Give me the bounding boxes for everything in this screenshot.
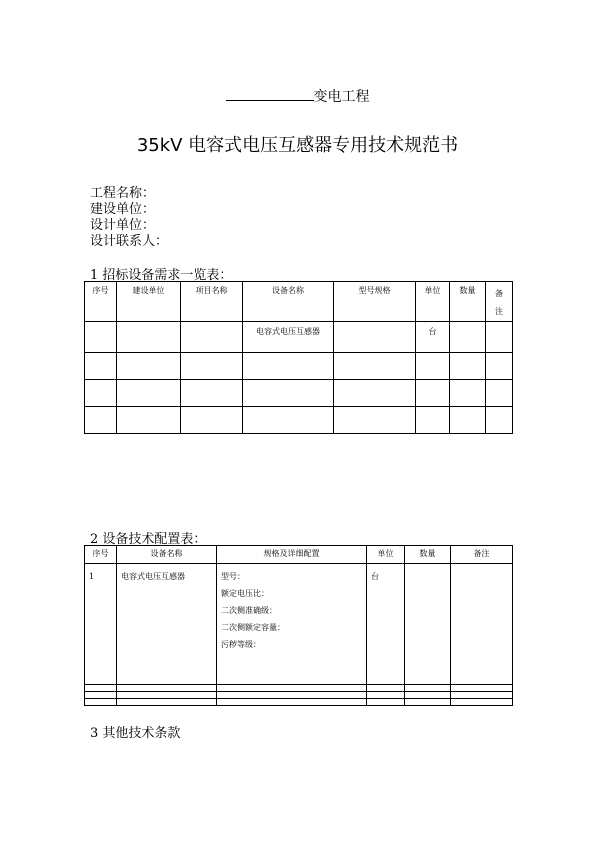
table-cell (451, 564, 513, 685)
spec-line: 二次侧额定容量： (221, 623, 285, 632)
section3-title: 3 其他技术条款 (90, 726, 181, 741)
table-row (85, 353, 513, 380)
header-cell: 项目名称 (181, 282, 243, 322)
header-cell: 设备名称 (243, 282, 334, 322)
spec-line: 二次侧准确级： (221, 606, 277, 615)
header-cell: 序号 (85, 282, 117, 322)
table-header-row (85, 546, 513, 564)
table-row (85, 380, 513, 407)
project-line (0, 86, 595, 106)
header-cell: 序号 (85, 546, 117, 564)
document-title: 35kV 电容式电压互感器专用技术规范书 (136, 135, 459, 156)
project-name-blank (226, 88, 314, 101)
header-cell: 数量 (450, 282, 486, 322)
info-contact: 设计联系人： (90, 234, 169, 249)
header-cell: 数量 (405, 546, 451, 564)
table-cell (450, 322, 486, 353)
spec-line: 型号： (221, 572, 245, 581)
section2-title: 2 设备技术配置表： (90, 532, 207, 547)
info-designer: 设计单位： (90, 218, 156, 233)
table-row (85, 564, 513, 685)
config-table (84, 545, 513, 706)
table-cell (181, 322, 243, 353)
spec-line: 额定电压比： (221, 589, 269, 598)
unit-cell: 台 (367, 564, 405, 685)
table-row (85, 685, 513, 692)
header-cell: 规格及详细配置 (217, 546, 367, 564)
device-name-cell: 电容式电压互感器 (243, 322, 334, 353)
table-cell (334, 322, 416, 353)
table-cell (117, 322, 181, 353)
project-suffix: 变电工程 (313, 89, 370, 105)
table-cell (405, 564, 451, 685)
table-row (85, 407, 513, 434)
table-row (85, 322, 513, 353)
demand-table (84, 281, 513, 434)
header-cell: 备注 (451, 546, 513, 564)
table-header-row (85, 282, 513, 322)
spec-line: 污秽等级： (221, 640, 261, 649)
table-row (85, 699, 513, 706)
header-cell: 建设单位 (117, 282, 181, 322)
spec-cell (217, 564, 367, 685)
header-cell: 单位 (416, 282, 450, 322)
header-cell: 备 注 (486, 282, 513, 322)
unit-cell: 台 (416, 322, 450, 353)
table-cell (85, 322, 117, 353)
info-builder: 建设单位： (90, 202, 156, 217)
info-project-name: 工程名称： (90, 186, 156, 201)
table-cell (486, 322, 513, 353)
device-name-cell: 电容式电压互感器 (117, 564, 217, 685)
header-cell: 设备名称 (117, 546, 217, 564)
row-number-cell: 1 (85, 564, 117, 685)
header-cell: 单位 (367, 546, 405, 564)
section1-title: 1 招标设备需求一览表： (90, 268, 233, 283)
table-row (85, 692, 513, 699)
header-cell: 型号规格 (334, 282, 416, 322)
